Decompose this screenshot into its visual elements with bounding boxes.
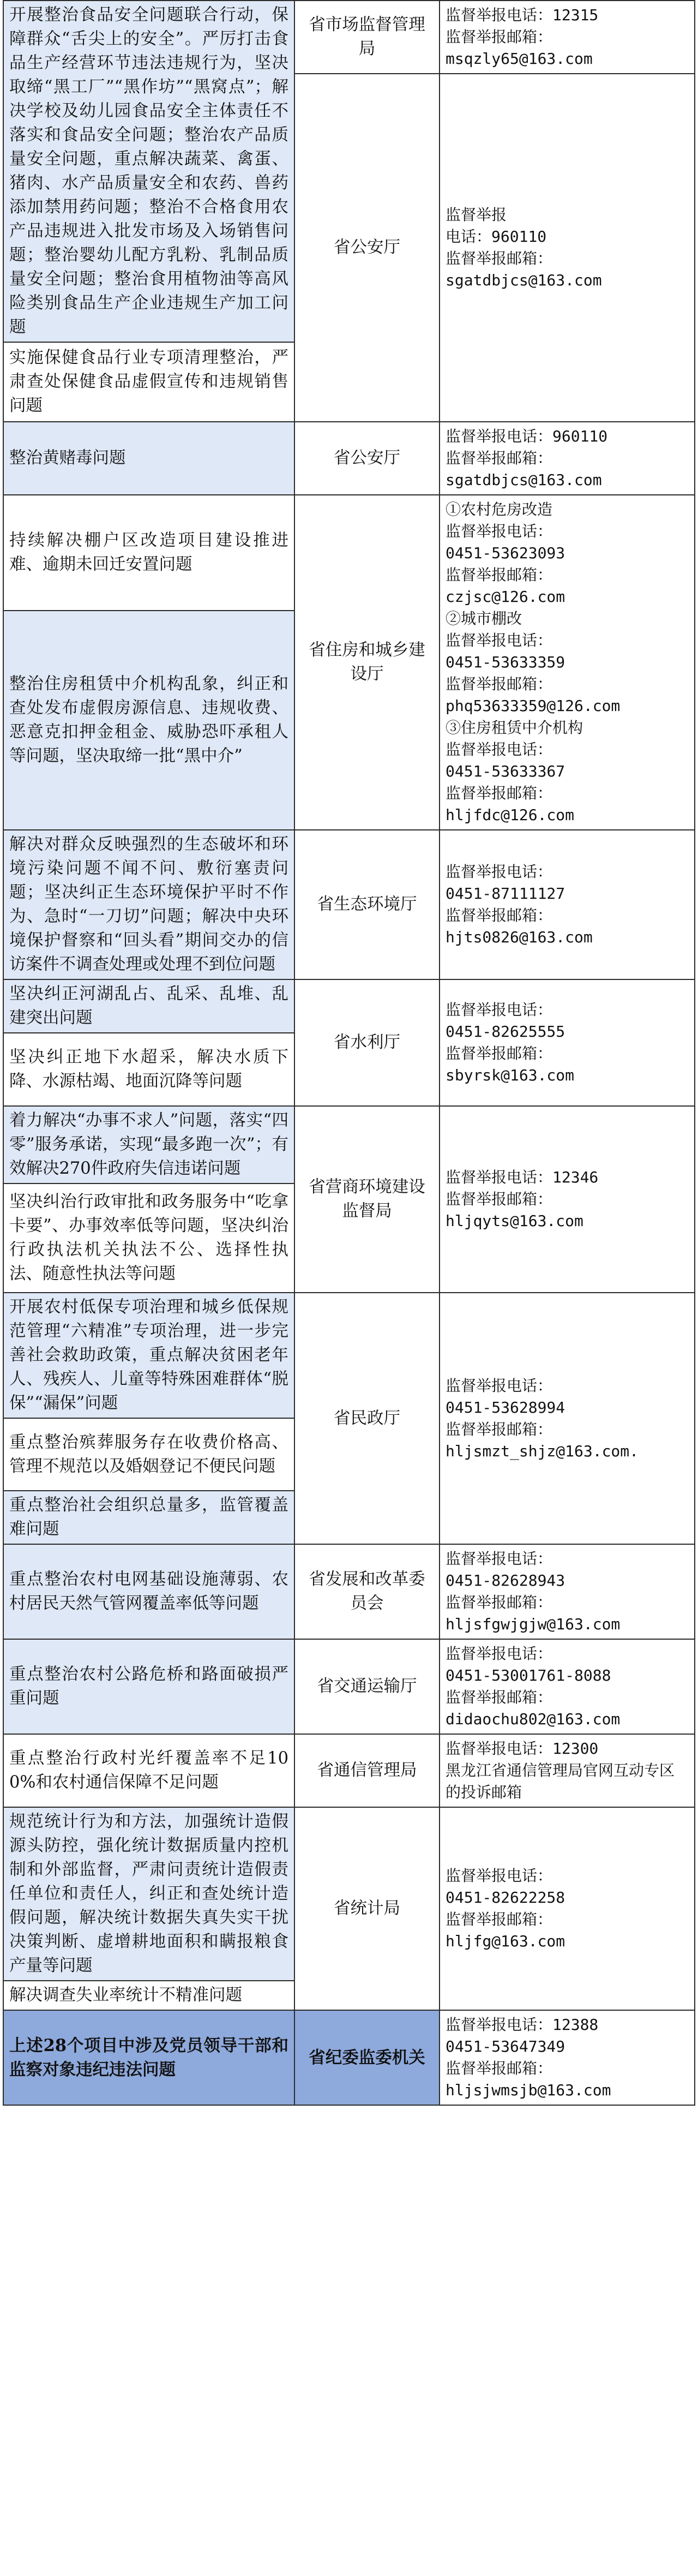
contact-line: 0451-53623093 [446, 544, 565, 562]
contact-line: 0451-53628994 [446, 1398, 565, 1416]
issue-cell: 开展农村低保专项治理和城乡低保规范管理“六精准”专项治理，进一步完善社会救助政策，重点解决贫困老年人、残疾人、儿童等特殊困难群体“脱保”“漏保”问题 [3, 1293, 294, 1418]
table-row [3, 979, 695, 1033]
table-row [3, 422, 695, 495]
issue-cell: 着力解决“办事不求人”问题，落实“四零”服务承诺，实现“最多跑一次”；有效解决270件政府失信违诺问题 [3, 1106, 294, 1184]
contact-line[interactable]: didaochu802@163.com [446, 1710, 621, 1728]
table-row [3, 1734, 695, 1807]
department-cell: 省通信管理局 [294, 1734, 440, 1807]
contact-line: 监督举报电话：12346 [446, 1168, 599, 1186]
department-cell: 省市场监督管理局 [294, 1, 440, 74]
contact-line: ②城市棚改 [446, 609, 522, 627]
supervision-table [3, 0, 695, 2106]
issue-cell: 坚决纠治行政审批和政务服务中“吃拿卡要”、办事效率低等问题，坚决纠治行政执法机关执法不公、选择性执法、随意性执法等问题 [3, 1184, 294, 1293]
table-row [3, 1807, 695, 1981]
contact-cell [440, 74, 695, 422]
contact-line[interactable]: hljsfgwjgjw@163.com [446, 1615, 621, 1633]
contact-cell [440, 1106, 695, 1293]
contact-line: 电话：960110 [446, 228, 547, 246]
contact-cell [440, 1, 695, 74]
contact-cell [440, 979, 695, 1106]
contact-line: 监督举报邮箱： [446, 1190, 553, 1208]
contact-cell [440, 495, 695, 830]
issue-cell: 解决对群众反映强烈的生态破坏和环境污染问题不闻不问、敷衍塞责问题；坚决纠正生态环境保护平时不作为、急时“一刀切”问题；解决中央环境保护督察和“回头看”期间交办的信访案件不调查处理或处理不到位问题 [3, 830, 294, 979]
issue-cell: 重点整治农村公路危桥和路面破损严重问题 [3, 1639, 294, 1734]
table-row [3, 1544, 695, 1639]
contact-line: 0451-53633359 [446, 653, 565, 671]
contact-line[interactable]: hjts0826@163.com [446, 928, 593, 946]
contact-cell [440, 1734, 695, 1807]
issue-cell: 重点整治社会组织总量多，监管覆盖难问题 [3, 1491, 294, 1544]
contact-line: ③住房租赁中介机构 [446, 719, 583, 737]
department-cell: 省营商环境建设监督局 [294, 1106, 440, 1293]
contact-line: 监督举报电话： [446, 740, 553, 758]
contact-cell [440, 830, 695, 979]
contact-line[interactable]: sgatdbjcs@163.com [446, 471, 602, 489]
contact-line: 0451-82628943 [446, 1571, 565, 1589]
contact-line: 0451-53001761-8088 [446, 1666, 611, 1684]
contact-line: 0451-82622258 [446, 1888, 565, 1906]
contact-line: 0451-87111127 [446, 884, 565, 903]
issue-cell: 坚决纠正河湖乱占、乱采、乱堆、乱建突出问题 [3, 979, 294, 1033]
contact-line: 监督举报邮箱： [446, 1044, 553, 1062]
contact-line: 监督举报邮箱： [446, 1420, 553, 1438]
issue-cell: 重点整治农村电网基础设施薄弱、农村居民天然气管网覆盖率低等问题 [3, 1544, 294, 1639]
department-cell: 省生态环境厅 [294, 830, 440, 979]
contact-line[interactable]: hljfg@163.com [446, 1932, 565, 1950]
table-row [3, 1293, 695, 1418]
table-row [3, 830, 695, 979]
issue-cell: 开展整治食品安全问题联合行动，保障群众“舌尖上的安全”。严厉打击食品生产经营环节违法违规行为，坚决取缔“黑工厂”“黑作坊”“黑窝点”；解决学校及幼儿园食品安全主体责任不落实和食品安全问题；整治农产品质量安全问题，重点解决蔬菜、禽蛋、猪肉、水产品质量安全和农药、兽药添加禁用药问题；整治不合格食用农产品违规进入批发市场及入场销售问题；整治婴幼儿配方乳粉、乳制品质量安全问题；整治食用植物油等高风险类别食品生产企业违规生产加工问题 [3, 1, 294, 342]
department-cell: 省交通运输厅 [294, 1639, 440, 1734]
contact-line: 监督举报电话： [446, 1550, 553, 1568]
table-row [3, 1639, 695, 1734]
contact-line: 监督举报电话： [446, 631, 553, 649]
contact-line: 0451-53633367 [446, 762, 565, 780]
contact-line: 监督举报邮箱： [446, 1593, 553, 1611]
contact-line: 监督举报电话： [446, 1867, 553, 1885]
contact-line: 监督举报电话： [446, 522, 553, 540]
contact-line: 黑龙江省通信管理局官网互动专区的投诉邮箱 [446, 1761, 675, 1801]
issue-cell: 整治黄赌毒问题 [3, 422, 294, 495]
contact-line[interactable]: sbyrsk@163.com [446, 1066, 575, 1084]
contact-line: 监督举报电话： [446, 1376, 553, 1395]
contact-line[interactable]: hljsmzt_shjz@163.com. [446, 1442, 639, 1460]
table-row [3, 2010, 695, 2105]
contact-line: 监督举报邮箱： [446, 1910, 553, 1928]
contact-line: 监督举报邮箱： [446, 784, 553, 802]
contact-cell [440, 1639, 695, 1734]
issue-cell: 整治住房租赁中介机构乱象，纠正和查处发布虚假房源信息、违规收费、恶意克扣押金租金、威胁恐吓承租人等问题，坚决取缔一批“黑中介” [3, 611, 294, 830]
contact-cell [440, 422, 695, 495]
contact-line: 监督举报 [446, 206, 507, 224]
department-cell: 省统计局 [294, 1807, 440, 2010]
contact-line: 0451-53647349 [446, 2037, 565, 2055]
contact-line: 0451-82625555 [446, 1023, 565, 1041]
contact-line: 监督举报电话： [446, 863, 553, 881]
contact-line: 监督举报邮箱： [446, 249, 553, 267]
contact-line: 监督举报邮箱： [446, 2059, 553, 2077]
issue-cell: 坚决纠正地下水超采，解决水质下降、水源枯竭、地面沉降等问题 [3, 1033, 294, 1106]
contact-line: 监督举报电话： [446, 1001, 553, 1019]
issue-cell: 重点整治殡葬服务存在收费价格高、管理不规范以及婚姻登记不便民问题 [3, 1418, 294, 1491]
issue-cell: 解决调查失业率统计不精准问题 [3, 1981, 294, 2010]
contact-cell [440, 2010, 695, 2105]
contact-line[interactable]: hljfdc@126.com [446, 806, 575, 824]
department-cell: 省公安厅 [294, 422, 440, 495]
contact-line: 监督举报邮箱： [446, 28, 553, 46]
department-cell: 省水利厅 [294, 979, 440, 1106]
table-body [3, 1, 695, 2105]
contact-line: 监督举报电话：12388 [446, 2016, 599, 2034]
contact-line: 监督举报邮箱： [446, 675, 553, 693]
table-row [3, 1, 695, 74]
contact-line: 监督举报邮箱： [446, 906, 553, 924]
issue-cell: 持续解决棚户区改造项目建设推进难、逾期未回迁安置问题 [3, 495, 294, 611]
contact-line: 监督举报电话：960110 [446, 427, 608, 445]
table-row [3, 495, 695, 611]
contact-line[interactable]: hljqyts@163.com [446, 1212, 583, 1230]
contact-line[interactable]: msqzly65@163.com [446, 50, 593, 68]
contact-line: 监督举报电话： [446, 1645, 553, 1663]
department-cell: 省住房和城乡建设厅 [294, 495, 440, 830]
issue-cell: 实施保健食品行业专项清理整治，严肃查处保健食品虚假宣传和违规销售问题 [3, 342, 294, 422]
contact-line: 监督举报邮箱： [446, 1688, 553, 1706]
issue-cell: 重点整治行政村光纤覆盖率不足100%和农村通信保障不足问题 [3, 1734, 294, 1807]
contact-line: 监督举报电话：12315 [446, 6, 599, 24]
contact-line: 监督举报邮箱： [446, 566, 553, 584]
contact-line[interactable]: sgatdbjcs@163.com [446, 271, 602, 289]
contact-line: 监督举报邮箱： [446, 449, 553, 467]
contact-line[interactable]: czjsc@126.com [446, 588, 565, 606]
contact-cell [440, 1544, 695, 1639]
department-cell: 省公安厅 [294, 74, 440, 422]
summary-department-cell: 省纪委监委机关 [294, 2010, 440, 2105]
contact-cell [440, 1807, 695, 2010]
issue-cell: 规范统计行为和方法，加强统计造假源头防控，强化统计数据质量内控机制和外部监督，严肃问责统计造假责任单位和责任人，纠正和查处统计造假问题，解决统计数据失真失实干扰决策判断、虚增耕地面积和瞒报粮食产量等问题 [3, 1807, 294, 1981]
contact-line: 监督举报电话：12300 [446, 1740, 599, 1758]
contact-cell [440, 1293, 695, 1544]
contact-line[interactable]: hljsjwmsjb@163.com [446, 2081, 611, 2099]
table-row [3, 1106, 695, 1184]
department-cell: 省民政厅 [294, 1293, 440, 1544]
contact-line[interactable]: phq53633359@126.com [446, 697, 621, 715]
contact-line: ①农村危房改造 [446, 500, 553, 518]
department-cell: 省发展和改革委员会 [294, 1544, 440, 1639]
summary-issue-cell: 上述28个项目中涉及党员领导干部和监察对象违纪违法问题 [3, 2010, 294, 2105]
